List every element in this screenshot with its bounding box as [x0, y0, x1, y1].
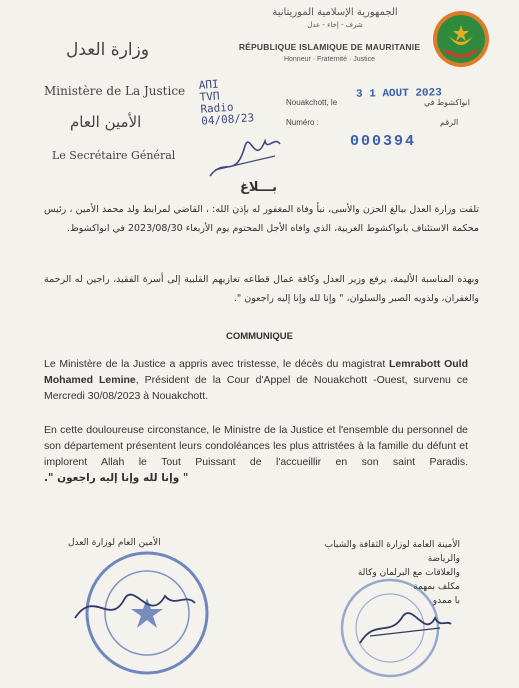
republic-header-ar [240, 6, 430, 32]
republic-motto-ar: شرف - إخاء - عدل [307, 21, 363, 29]
numero-value: 000394 [350, 133, 417, 150]
french-paragraph-1: Le Ministère de la Justice a appris avec tristesse, le décès du magistrat Lemrabott Ould Mohamed Lemine, Président de la Cour d'Appel de Nouakchott -Ouest, survenu ce Mercredi 30/08/2023 à Nouakchott. [44, 358, 468, 402]
numero-label-ar: الرقم [440, 118, 459, 127]
right-signature-icon [355, 598, 455, 658]
left-signature-icon [70, 578, 200, 638]
date-stamp: 3 1 AOUT 2023 [355, 87, 442, 101]
national-emblem-icon [432, 10, 490, 68]
ministry-name-fr: Ministère de La Justice [44, 84, 186, 98]
signature-left-title: الأمين العام لوزارة العدل [68, 538, 161, 548]
french-paragraph-2-ar: " وإنا لله وإنا إليه راجعون ". [44, 472, 189, 484]
handwritten-note: AΠΙ TVΠ Radio 04/08/23 [198, 77, 255, 128]
ministry-name-ar: وزارة العدل [66, 40, 150, 60]
arabic-title: بـــلاغ [240, 180, 277, 195]
numero-label: Numéro : [286, 118, 319, 127]
secretary-general-fr: Le Secrétaire Général [52, 149, 176, 162]
communique-title: COMMUNIQUE [225, 331, 294, 342]
french-paragraph-2: En cette douloureuse circonstance, le Ministre de la Justice et l'ensemble du personnel de son département présentent leurs condoléances les plus attristées à la famille du défunt et implorent Allah le Tout Puissant de l'accueillir en son saint Paradis. " وإنا لله وإنا إليه راجعون ". [44, 424, 468, 484]
republic-motto-fr: Honneur · Fraternité · Justice [283, 56, 376, 63]
city-date-label: Nouakchott, le [286, 98, 338, 107]
signature-right-block: الأمينة العامة لوزارة الثقافة والشباب والرياضة والعلاقات مع البرلمان وكالة مكلف بمهمة با ممدو [324, 540, 460, 606]
secretary-general-ar: الأمين العام [70, 113, 142, 131]
republic-name-fr: RÉPUBLIQUE ISLAMIQUE DE MAURITANIE [238, 42, 421, 52]
magistrate-name: Lemrabott Ould Mohamed Lemine [44, 358, 468, 386]
arabic-paragraph-2: وبهذه المناسبة الأليمة، يرفع وزير العدل وكافة عمال قطاعه تعازيهم القلبية إلى أسرة الفقيد، راجين له الرحمة والغفران، ولذويه الصبر والسلوان، " وإنا لله وإنا إليه راجعون ". [44, 274, 479, 304]
republic-name-ar: الجمهورية الإسلامية الموريتانية [272, 7, 398, 18]
city-date-label-ar: انواكشوط في [424, 98, 470, 107]
arabic-paragraph-1: تلقت وزارة العدل ببالغ الحزن والأسى، نبأ وفاة المغفور له بإذن الله: ، القاضي لمرابط ولد محمد الأمين ، رئيس محكمة الاستئناف بانواكشوط الغربية، الذي وافاه الأجل المحتوم يوم الأربعاء 2023/08/30 في انواكشوط. [44, 204, 479, 234]
initials-signature-icon [205, 126, 285, 186]
